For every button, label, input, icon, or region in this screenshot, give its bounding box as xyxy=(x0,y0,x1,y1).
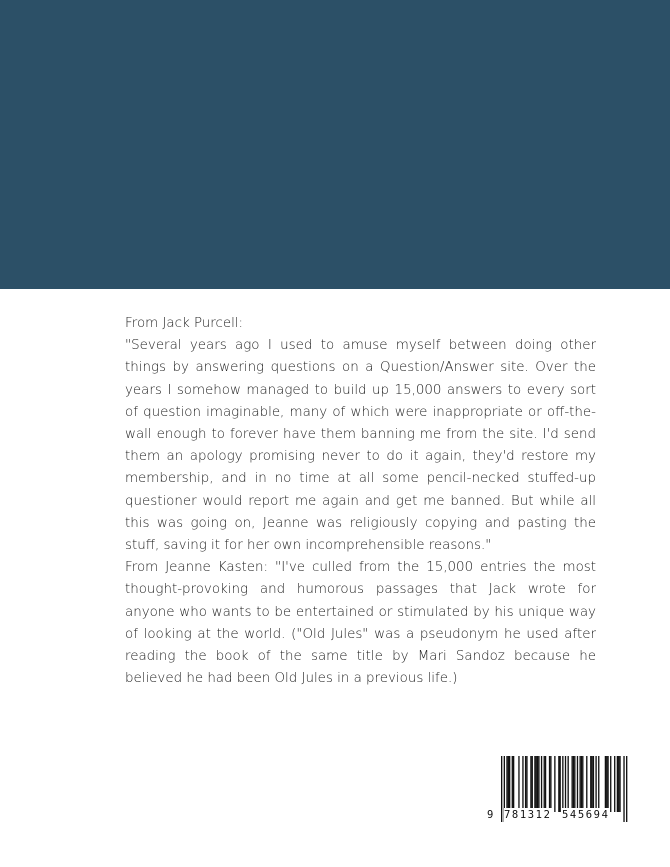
barcode-bar xyxy=(614,756,615,812)
barcode-bar xyxy=(581,756,582,812)
barcode-bar xyxy=(506,756,507,812)
barcode-bar xyxy=(513,756,514,812)
barcode-bar xyxy=(544,756,545,812)
barcode-bar xyxy=(586,756,587,812)
barcode-bar xyxy=(573,756,574,812)
intro-label: From Jack Purcell: xyxy=(125,316,244,331)
barcode-bar xyxy=(530,756,531,812)
barcode-bar xyxy=(605,756,606,812)
barcode-bar xyxy=(526,756,527,812)
cover-color-band xyxy=(0,0,670,289)
barcode-bar xyxy=(532,756,533,812)
barcode-bar xyxy=(595,756,596,812)
barcode-bar xyxy=(545,756,546,812)
barcode-bar xyxy=(610,756,611,812)
isbn-barcode xyxy=(487,752,628,826)
barcode-bar xyxy=(554,756,555,812)
barcode-bar xyxy=(536,756,537,812)
barcode-bar xyxy=(512,756,513,812)
barcode-bar xyxy=(606,756,607,812)
barcode-bar xyxy=(579,756,580,812)
barcode-bar xyxy=(568,756,569,812)
barcode-bar xyxy=(508,756,509,812)
barcode-bar xyxy=(618,756,619,812)
barcode-bar xyxy=(558,756,559,812)
barcode-bar xyxy=(509,756,510,812)
barcode-bar xyxy=(577,756,578,812)
barcode-bar xyxy=(591,756,592,812)
barcode-bar xyxy=(593,756,594,812)
barcode-bar xyxy=(549,756,550,812)
jack-purcell-quote: "Several years ago I used to amuse myself between doing other things by answering questions on a Question/Answer site. Over the years I somehow managed to build up 15,000 answers to every sort of question imaginable, many of which were inappropriate or off-the-wall enough to forever have them banning me from the site. I'd send them an apology promising never to do it again, they'd restore my membership, and in no time at all some pencil-necked stuffed-up questioner would report me again and get me banned. But while all this was going on, Jeanne was religiously copying and pasting the stuff, saving it for her own incomprehensible reasons." xyxy=(125,338,596,554)
barcode-bar xyxy=(560,756,561,812)
barcode-number xyxy=(487,808,628,824)
barcode-bar xyxy=(607,756,608,812)
barcode-bar xyxy=(534,756,535,812)
barcode-bar xyxy=(617,756,618,812)
barcode-bar xyxy=(550,756,551,812)
barcode-bar xyxy=(518,756,519,812)
barcode-bar xyxy=(574,756,575,812)
barcode-bar xyxy=(541,756,542,812)
barcode-bar xyxy=(537,756,538,812)
barcode-bar xyxy=(598,756,599,812)
barcode-lead-digit: 9 xyxy=(487,809,495,821)
back-cover-blurb xyxy=(125,313,596,690)
jeanne-kasten-quote: From Jeanne Kasten: "I've culled from the 15,000 entries the most thought-provoking and humorous passages that Jack wrote for anyone who wants to be entertained or stimulated by his unique way of looking at the world. ("Old Jules" was a pseudonym he used after reading the book of the same title by Mari Sandoz because he believed he had been Old Jules in a previous life.) xyxy=(125,560,596,687)
barcode-right-group: 545694 xyxy=(562,809,610,821)
barcode-bar xyxy=(522,756,523,812)
barcode-bar xyxy=(538,756,539,812)
barcode-bar xyxy=(590,756,591,812)
barcode-bar xyxy=(582,756,583,812)
barcode-left-group: 781312 xyxy=(504,809,552,821)
barcode-bar xyxy=(619,756,620,812)
barcode-bar xyxy=(525,756,526,812)
barcode-bar xyxy=(571,756,572,812)
